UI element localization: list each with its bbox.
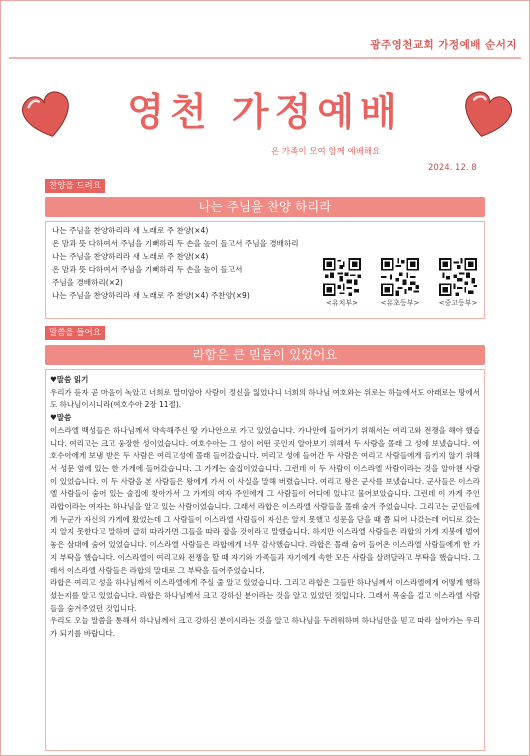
qr-code-icon bbox=[323, 258, 361, 296]
page-title: 영천 가정예배 bbox=[127, 90, 403, 134]
message-heading: ♥말씀 bbox=[50, 413, 72, 423]
praise-banner: 나는 주님을 찬양 하리라 bbox=[45, 197, 485, 217]
lyric-line: 나는 주님을 찬양하리라 새 노래로 주 찬양(×4) 주찬양(×9) bbox=[52, 291, 250, 300]
qr-code-kindergarten[interactable] bbox=[322, 258, 362, 308]
qr-label: <중고등부> bbox=[438, 299, 478, 307]
sermon-paragraph: 우리도 오늘 말씀을 통해서 하나님께서 크고 강하신 분이시라는 것을 알고 하나님을 두려워하며 하나님만을 믿고 따라 살아가는 우리가 되기를 바랍니다. bbox=[50, 616, 480, 639]
qr-label: <유치부> bbox=[325, 299, 359, 307]
lyric-line: 나는 주님을 찬양하리라 새 노래로 주 찬양(×4) bbox=[52, 252, 209, 261]
praise-tag: 찬양을 드려요 bbox=[45, 179, 105, 193]
qr-code-elementary[interactable] bbox=[380, 258, 420, 308]
qr-code-youth[interactable] bbox=[438, 258, 478, 308]
sermon-banner: 라합은 큰 믿음이 있었어요 bbox=[45, 345, 485, 365]
worship-date: 2024. 12. 8 bbox=[428, 163, 477, 173]
qr-code-icon bbox=[439, 258, 477, 296]
hymn-lyrics bbox=[52, 224, 299, 302]
qr-code-group bbox=[322, 258, 478, 308]
subtitle: 온 가족이 모여 함께 예배해요 bbox=[271, 147, 381, 157]
lyric-line: 나는 주님을 찬양하리라 새 노래로 주 찬양(×4) bbox=[52, 226, 209, 235]
lyric-line: 온 맘과 뜻 다하여서 주님을 기뻐하리 두 손을 높이 들고서 주님을 경배하리 bbox=[52, 239, 299, 248]
qr-code-icon bbox=[381, 258, 419, 296]
sermon-paragraph: 라합은 여리고 성을 하나님께서 이스라엘에게 주실 줄 알고 있었습니다. 그리고 라합은 그들만 하나님께서 이스라엘에게 어떻게 행하셨는지를 알고 있었습니다. 라합은 하나님께서 크고 강하신 분이라는 것을 알고 있었던 것입니다. 그래서 목숨을 걸고 이스라엘 사람들을 숨겨주었던 것입니다. bbox=[50, 578, 480, 613]
church-name: 광주영천교회 가정예배 순서지 bbox=[370, 39, 517, 51]
sermon-tag: 말씀을 들어요 bbox=[45, 326, 105, 340]
lyric-line: 주님을 경배하리(×2) bbox=[52, 278, 123, 287]
praise-box bbox=[45, 221, 485, 319]
header-divider bbox=[9, 57, 521, 59]
lyric-line: 온 맘과 뜻 다하여서 주님을 기뻐하리 두 손을 높이 들고서 bbox=[52, 265, 243, 274]
scripture-text: 우리가 듣자 곧 마음이 녹았고 너희로 말미암아 사람이 정신을 잃었나니 너희의 하나님 여호와는 위로는 하늘에서도 아래로는 땅에서도 하나님이시니라(여호수아 2장 11절). bbox=[50, 387, 480, 410]
qr-label: <유초등부> bbox=[380, 299, 420, 307]
reading-heading: ♥말씀 읽기 bbox=[50, 375, 89, 384]
sermon-box bbox=[45, 369, 485, 751]
sermon-text bbox=[50, 374, 480, 641]
sermon-paragraph: 이스라엘 백성들은 하나님께서 약속해주신 땅 가나안으로 가고 있었습니다. 가나안에 들어가기 위해서는 여리고와 전쟁을 해야 했습니다. 여리고는 크고 웅장한 성이었습니다. 여호수아는 그 성이 어떤 곳인지 알아보기 위해서 두 사람을 몰래 그 성에 보냈습니다. 여호수아에게 보냄 받은 두 사람은 여리고성에 몰래 들어갔습니다. 여리고 성에 들어간 두 사람은 여리고 사람들에게 들키지 않기 위해서 성문 옆에 있는 한 가게에 들어갔습니다. 그 가게는 술집이었습니다. 그런데 이 두 사람이 이스라엘 사람이라는 것을 알아챈 사람이 있었습니다. 이 두 사람을 본 사람들은 왕에게 가서 이 사실을 말해 버렸습니다. 여리고 왕은 군사를 보냈습니다. 군사들은 이스라엘 사람들이 숨어 있는 술집에 찾아가서 그 가게의 여자 주인에게 그 사람들이 어디에 있냐고 물어보았습니다. 그런데 이 가게 주인 라합이라는 여자는 하나님을 알고 있는 사람이었습니다. 그래서 라합은 이스라엘 사람들을 몰래 숨겨 주었습니다. 그리고는 군인들에게 누군가 자신의 가게에 왔었는데 그 사람들이 이스라엘 사람들이 자신은 알지 못했고 성문을 닫을 때 쯤 되어 나갔는데 어디로 갔는지 알지 못한다고 말하며 급히 따라가면 그들을 따라 잡을 것이라고 말했습니다. 하지만 이스라엘 사람들은 라합의 가게 지붕에 벌여 놓은 삼대에 숨어 있었습니다. 이스라엘 사람들은 라합에게 너무 감사했습니다. 라합은 몰래 숨어 들어온 이스라엘 사람들에게 한 가지 부탁을 했습니다. 이스라엘이 여리고와 전쟁을 할 때 자기와 가족들과 자기에게 속한 모든 사람을 살려달라고 부탁을 했습니다. 그래서 이스라엘 사람들은 라합의 말대로 그 부탁을 들어주었습니다. bbox=[50, 425, 480, 575]
